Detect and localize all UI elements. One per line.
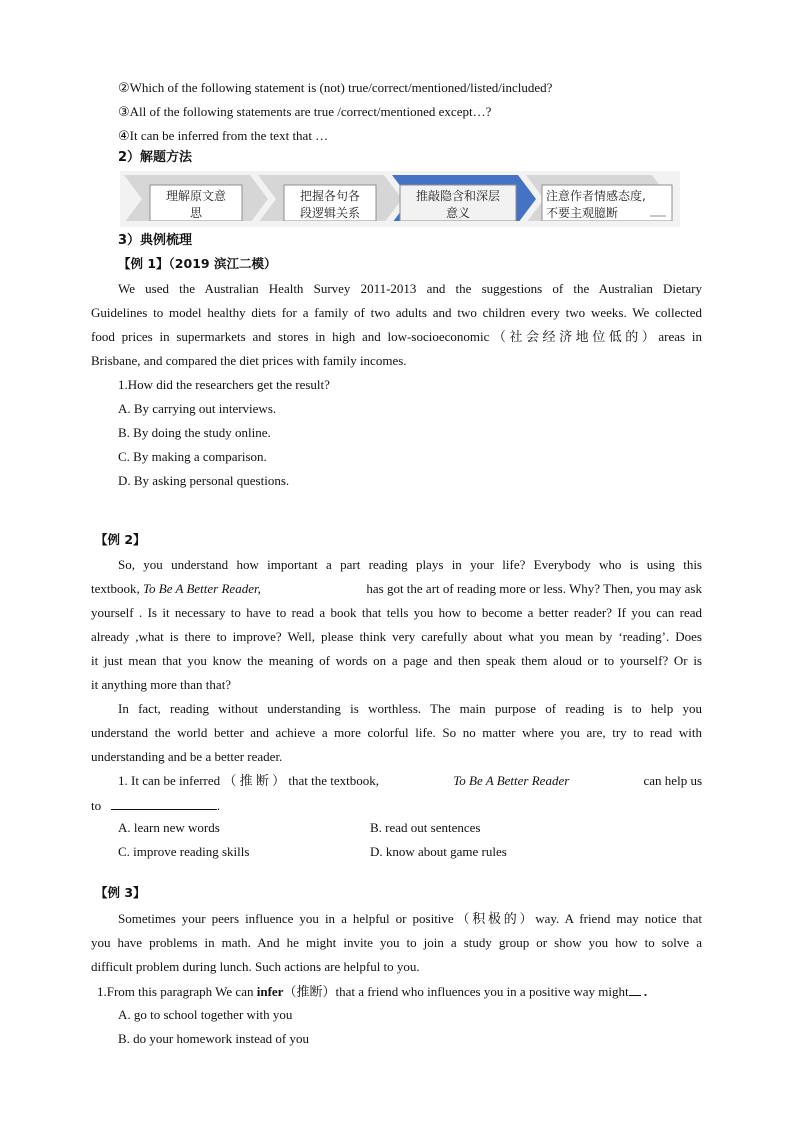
answer-blank[interactable]	[111, 797, 217, 810]
book-title: To Be A Better Reader,	[143, 581, 261, 596]
question-type-3: ③All of the following statements are true /correct/mentioned except…?	[118, 104, 492, 119]
ex2-para-line: it anything more than that?	[91, 677, 232, 692]
ex2-para-line: it just mean that you know the meaning of words on a page and then speak them aloud or to yourself? Or is	[91, 653, 702, 668]
ex3-para-line: Sometimes your peers influence you in a helpful or positive（积极的）way. A friend may notice that	[118, 911, 702, 926]
ex1-option-c: C. By making a comparison.	[118, 449, 267, 464]
ex1-para-line: We used the Australian Health Survey 2011-2013 and the suggestions of the Australian Dietary	[118, 281, 702, 296]
ex2-option-b: B. read out sentences	[370, 820, 481, 835]
answer-blank[interactable]	[629, 983, 641, 996]
ex3-option-b: B. do your homework instead of you	[118, 1031, 310, 1046]
method-step-1: 理解原文意 思	[165, 189, 226, 220]
ex1-question: 1.How did the researchers get the result?	[118, 377, 330, 392]
question-type-4: ④It can be inferred from the text that …	[118, 128, 329, 143]
ex1-para-line: food prices in supermarkets and stores in high and low-socioeconomic（社会经济地位低的）areas in	[91, 329, 702, 344]
ex3-para-line: you have problems in math. And he might invite you to join a study group or show you how to solve a	[91, 935, 702, 950]
ex1-para-line: Guidelines to model healthy diets for a family of two adults and two children every two weeks. We collected	[91, 305, 702, 320]
ex2-option-c: C. improve reading skills	[118, 844, 250, 859]
example-1-title: 【例 1】（2019 滨江二模）	[118, 256, 277, 271]
ex1-option-b: B. By doing the study online.	[118, 425, 271, 440]
example-3-title: 【例 3】	[95, 885, 146, 900]
ex2-para-line: yourself . Is it necessary to have to read a book that tells you how to become a better reader? If you can read	[91, 605, 702, 620]
ex2-para-line: already ,what is there to improve? Well, please think very carefully about what you mean by ‘reading’. Does	[91, 629, 702, 644]
ex2-para2-line: understanding and be a better reader.	[91, 749, 283, 764]
section-method-heading: 2）解题方法	[118, 150, 193, 165]
method-step-4: 注意作者情感态度, 不要主观臆断	[546, 189, 646, 220]
ex3-question: 1.From this paragraph We can infer（推断）that a friend who influences you in a positive way might .	[97, 984, 648, 999]
ex1-para-line: Brisbane, and compared the diet prices with family incomes.	[91, 353, 407, 368]
section-examples-heading: 3）典例梳理	[118, 233, 193, 248]
ex2-para2-line: understand the world better and achieve a more colorful life. So no matter where you are, try to read with	[91, 725, 702, 740]
example-2-title: 【例 2】	[95, 532, 146, 547]
ex2-option-a: A. learn new words	[118, 820, 220, 835]
ex2-para-line-2: textbook, To Be A Better Reader, has got the art of reading more or less. Why? Then, you may ask	[91, 581, 702, 596]
ex2-option-d: D. know about game rules	[370, 844, 507, 859]
ex2-question-cont: to .	[91, 798, 221, 813]
ex2-question: 1. It can be inferred （ 推 断 ） that the textbook, To Be A Better Reader can help us	[118, 773, 702, 788]
ex2-para-line: So, you understand how important a part reading plays in your life? Everybody who is using this	[118, 557, 702, 572]
method-step-2: 把握各句各 段逻辑关系	[299, 189, 360, 220]
ex1-option-d: D. By asking personal questions.	[118, 473, 290, 488]
method-step-3: 推敲隐含和深层 意义	[415, 189, 500, 220]
ex3-para-line: difficult problem during lunch. Such actions are helpful to you.	[91, 959, 420, 974]
ex2-para2-line: In fact, reading without understanding is worthless. The main purpose of reading is to help you	[118, 701, 702, 716]
question-type-2: ②Which of the following statement is (not) true/correct/mentioned/listed/included?	[118, 80, 553, 95]
ex3-option-a: A. go to school together with you	[118, 1007, 293, 1022]
method-flow-diagram	[120, 171, 680, 227]
ex1-option-a: A. By carrying out interviews.	[118, 401, 277, 416]
